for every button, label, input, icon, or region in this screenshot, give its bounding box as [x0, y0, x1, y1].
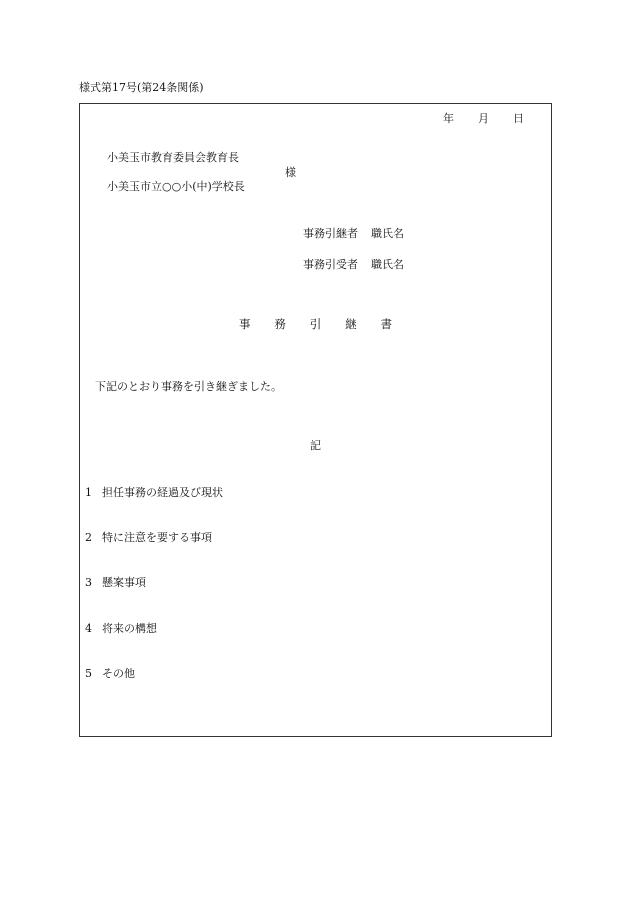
item-number: 4 [85, 622, 92, 635]
item-number: 3 [85, 576, 92, 589]
intro-sentence: 下記のとおり事務を引き継ぎました。 [95, 380, 282, 393]
date-year-label: 年 [443, 112, 454, 125]
transferee-name-field: 職氏名 [371, 258, 404, 271]
transferor-name-field: 職氏名 [371, 227, 404, 240]
title-char: 書 [380, 317, 392, 331]
form-number-label: 様式第17号(第24条関係) [79, 81, 204, 94]
transferor-role: 事務引継者 [303, 227, 358, 240]
note-heading: 記 [310, 439, 321, 452]
item-text: 懸案事項 [102, 576, 146, 589]
item-number: 5 [85, 667, 92, 680]
item-text: 特に注意を要する事項 [102, 531, 212, 544]
date-month-label: 月 [478, 112, 489, 125]
title-char: 事 [239, 317, 251, 331]
addressee-line-2: 小美玉市立○○小(中)学校長 [107, 180, 245, 193]
title-char: 引 [309, 317, 322, 331]
title-char: 務 [274, 317, 286, 331]
form-frame [79, 103, 552, 737]
document-title [239, 319, 392, 331]
addressee-line-1: 小美玉市教育委員会教育長 [107, 151, 239, 164]
item-text: その他 [102, 667, 135, 680]
item-number: 2 [85, 531, 92, 544]
addressee-honorific: 様 [285, 166, 296, 179]
item-number: 1 [85, 486, 92, 499]
transferee-role: 事務引受者 [303, 258, 358, 271]
item-text: 担任事務の経過及び現状 [102, 486, 223, 499]
item-text: 将来の構想 [102, 622, 157, 635]
date-day-label: 日 [513, 112, 524, 125]
title-char: 継 [345, 317, 357, 331]
